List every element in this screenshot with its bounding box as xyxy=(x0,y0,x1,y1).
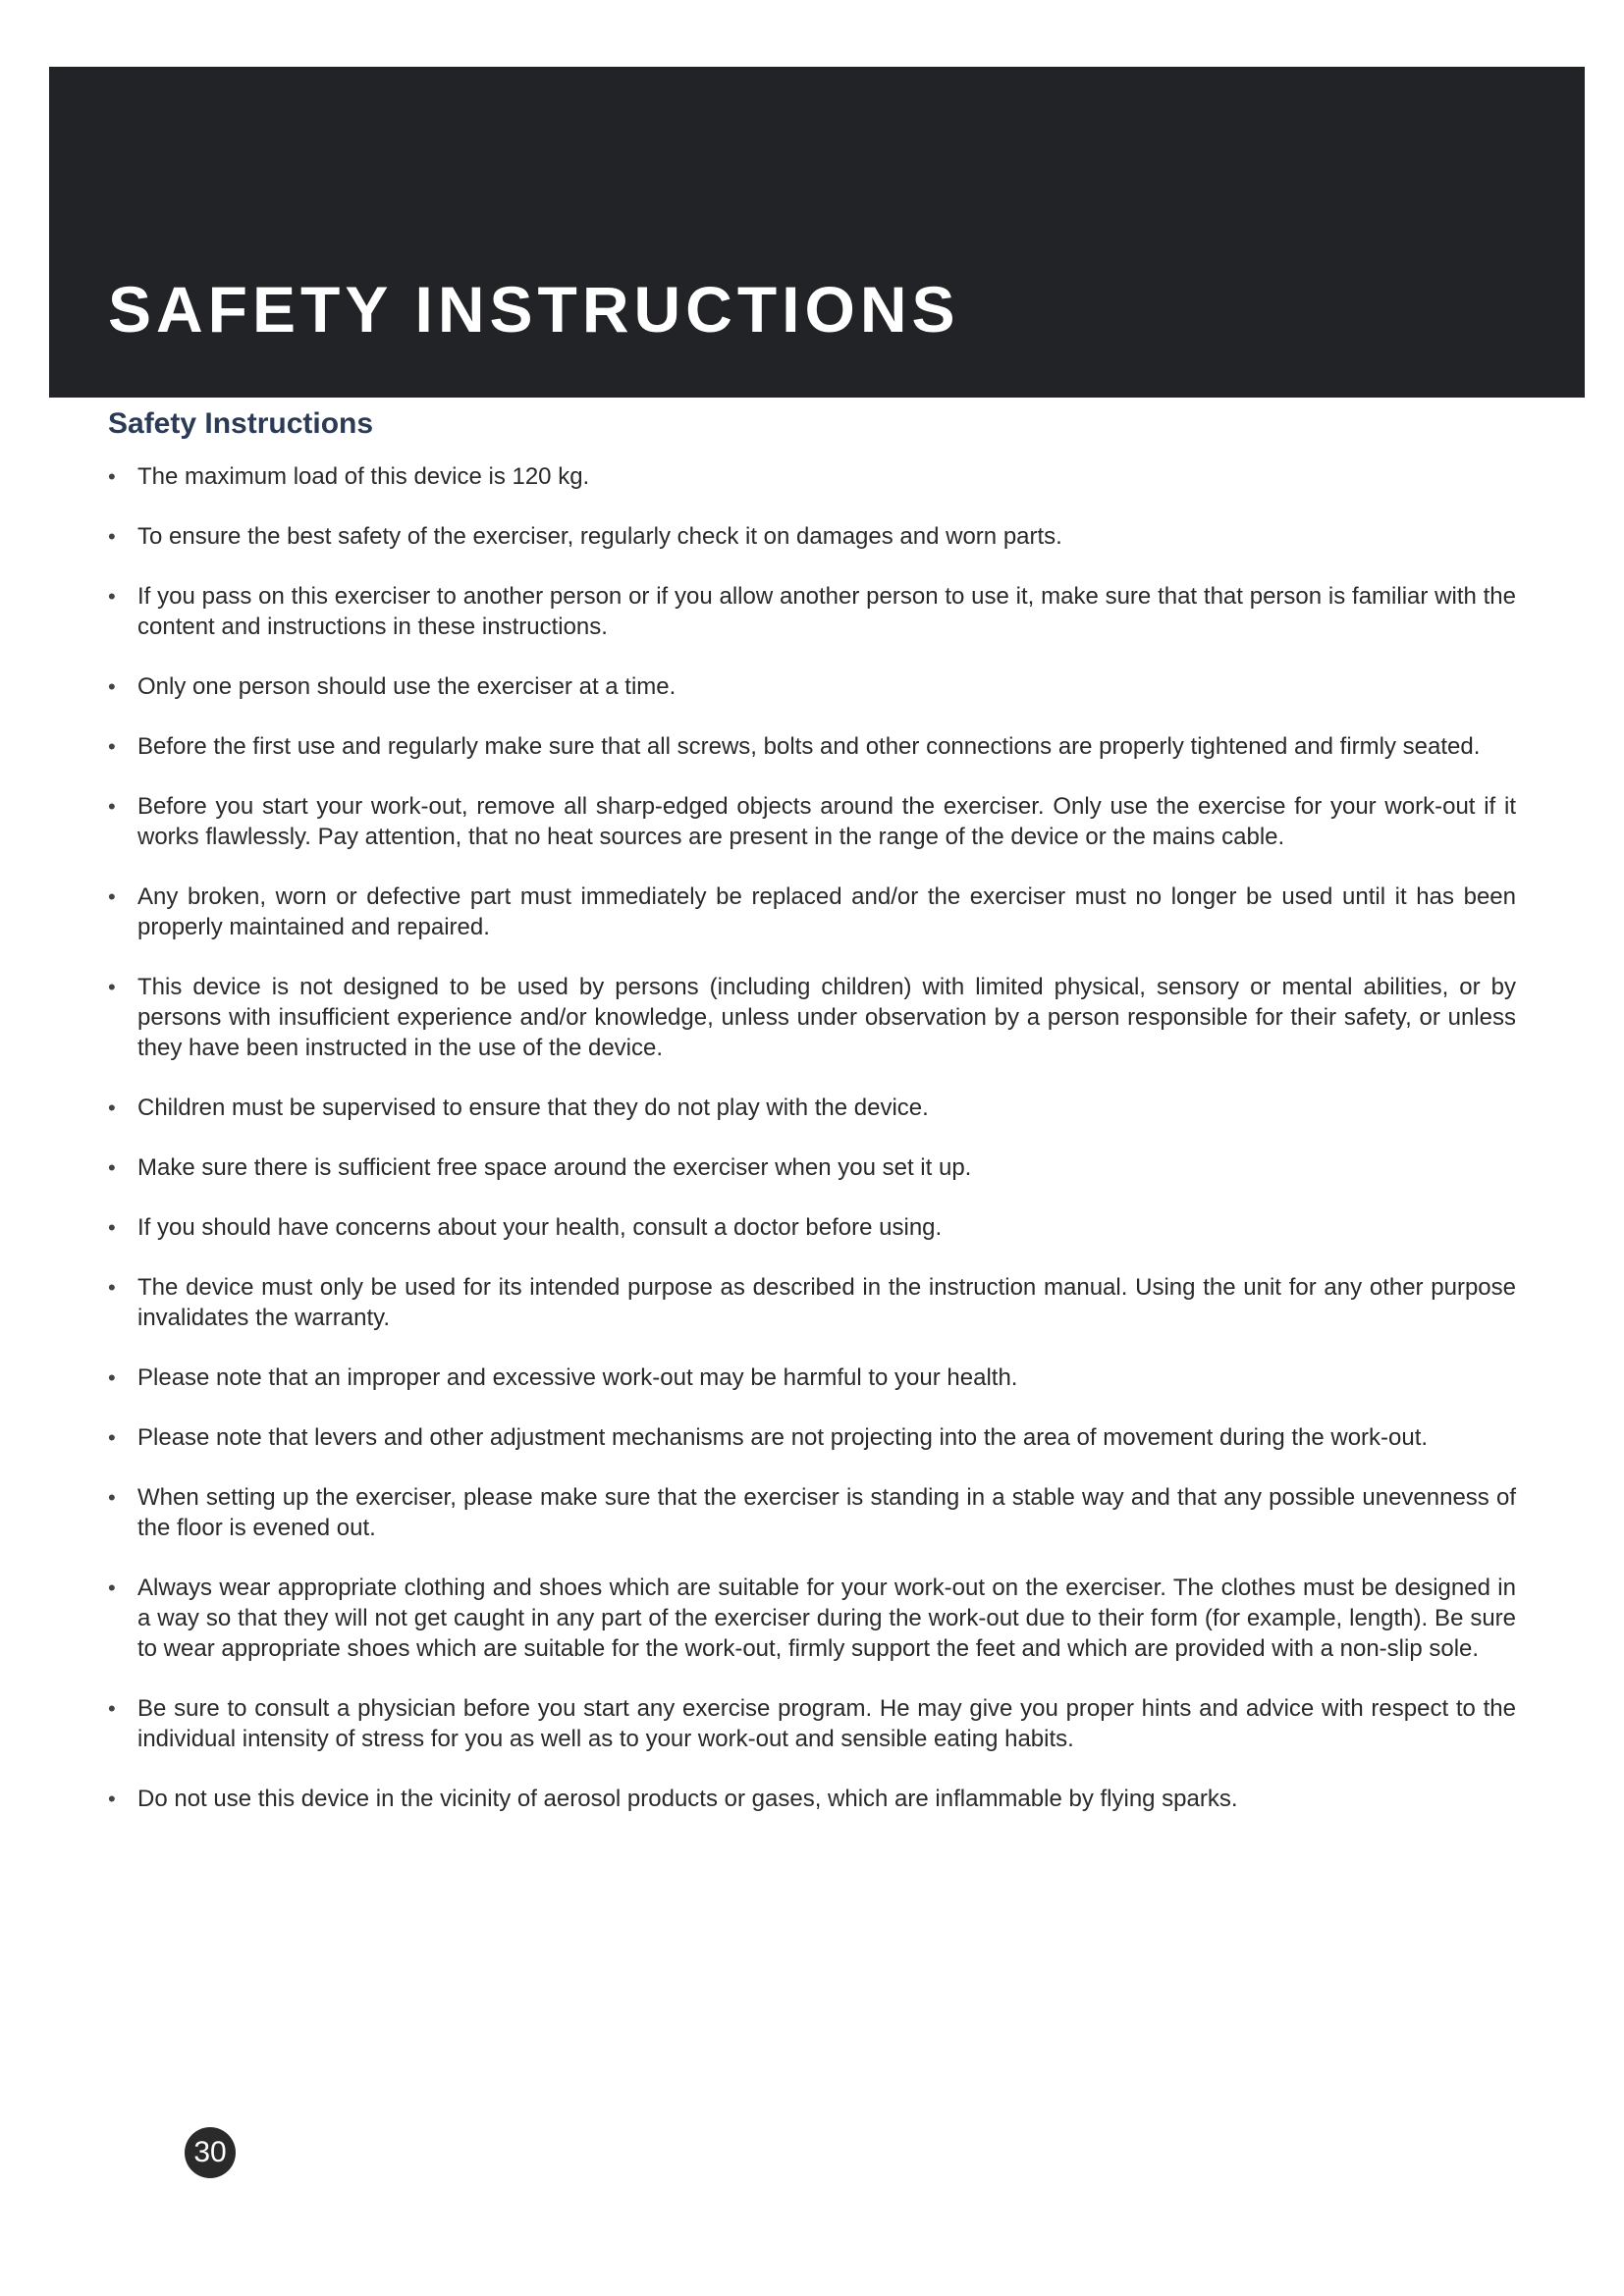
list-item: • The maximum load of this device is 120 kg. xyxy=(108,461,1516,492)
list-item: • When setting up the exerciser, please make sure that the exerciser is standing in a stable way and that any possible unevenness of the floor is evened out. xyxy=(108,1482,1516,1543)
list-item: • Do not use this device in the vicinity of aerosol products or gases, which are inflammable by flying sparks. xyxy=(108,1784,1516,1814)
page-number-badge: 30 xyxy=(185,2127,236,2178)
list-item: • Please note that levers and other adjustment mechanisms are not projecting into the area of movement during the work-out. xyxy=(108,1422,1516,1453)
section-title: Safety Instructions xyxy=(108,407,374,440)
list-item: • Please note that an improper and excessive work-out may be harmful to your health. xyxy=(108,1362,1516,1393)
list-item: • To ensure the best safety of the exerciser, regularly check it on damages and worn parts. xyxy=(108,521,1516,552)
page-title: SAFETY INSTRUCTIONS xyxy=(108,273,960,346)
list-item: • Children must be supervised to ensure that they do not play with the device. xyxy=(108,1093,1516,1123)
list-item: • Before the first use and regularly make sure that all screws, bolts and other connections are properly tightened and firmly seated. xyxy=(108,731,1516,762)
list-item: • This device is not designed to be used by persons (including children) with limited physical, sensory or mental abilities, or by persons with insufficient experience and/or knowledge, unless under observation by a person responsible for their safety, or unless they have been instructed in the use of the device. xyxy=(108,972,1516,1063)
list-item: • Before you start your work-out, remove all sharp-edged objects around the exerciser. Only use the exercise for your work-out if it works flawlessly. Pay attention, that no heat sources are present in the range of the device or the mains cable. xyxy=(108,791,1516,852)
list-item: • If you pass on this exerciser to another person or if you allow another person to use it, make sure that that person is familiar with the content and instructions in these instructions. xyxy=(108,581,1516,642)
list-item: • Only one person should use the exerciser at a time. xyxy=(108,671,1516,702)
list-item: • Make sure there is sufficient free space around the exerciser when you set it up. xyxy=(108,1152,1516,1183)
list-item: • Be sure to consult a physician before you start any exercise program. He may give you proper hints and advice with respect to the individual intensity of stress for you as well as to your work-out and sensible eating habits. xyxy=(108,1693,1516,1754)
list-item: • Any broken, worn or defective part must immediately be replaced and/or the exerciser must no longer be used until it has been properly maintained and repaired. xyxy=(108,881,1516,942)
list-item: • If you should have concerns about your health, consult a doctor before using. xyxy=(108,1212,1516,1243)
safety-instructions-list xyxy=(108,461,1516,1843)
header-banner xyxy=(49,67,1585,398)
list-item: • The device must only be used for its intended purpose as described in the instruction manual. Using the unit for any other purpose invalidates the warranty. xyxy=(108,1272,1516,1333)
list-item: • Always wear appropriate clothing and shoes which are suitable for your work-out on the exerciser. The clothes must be designed in a way so that they will not get caught in any part of the exerciser during the work-out due to their form (for example, length). Be sure to wear appropriate shoes which are suitable for the work-out, firmly support the feet and which are provided with a non-slip sole. xyxy=(108,1573,1516,1664)
